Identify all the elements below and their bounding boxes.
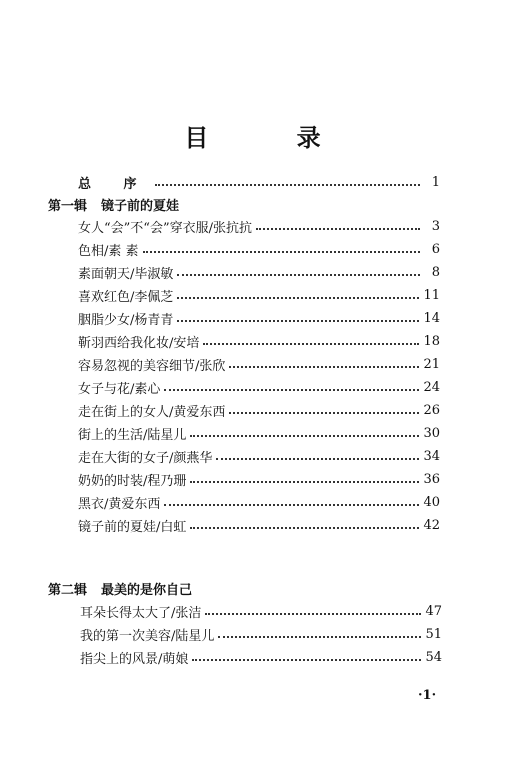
toc-entry-page: 42 (423, 517, 440, 533)
toc-entry-page: 1 (431, 174, 440, 190)
dot-leader (229, 366, 419, 368)
toc-entry-label: 胭脂少女/杨青青 (78, 312, 174, 328)
dot-leader (177, 274, 420, 276)
toc-entry-label: 镜子前的夏娃/白虹 (78, 519, 187, 535)
toc-entry[interactable] (78, 285, 440, 305)
toc-entry-label: 走在街上的女人/黄爱东西 (78, 404, 226, 420)
toc-entry[interactable] (78, 377, 440, 397)
page-title: 目 录 (184, 124, 361, 152)
toc-entry-label: 我的第一次美容/陆星儿 (80, 628, 215, 644)
toc-entry-page: 30 (423, 425, 440, 441)
toc-entry-preface[interactable] (78, 172, 440, 192)
toc-entry-label: 黑衣/黄爱东西 (78, 496, 161, 512)
toc-entry-label: 总 序 (78, 176, 151, 192)
toc-entry[interactable] (78, 262, 440, 282)
toc-entry-label: 街上的生活/陆星儿 (78, 427, 187, 443)
toc-entry-page: 18 (423, 333, 440, 349)
toc-entry-label: 女子与花/素心 (78, 381, 161, 397)
toc-entry[interactable] (78, 446, 440, 466)
dot-leader (216, 458, 419, 460)
toc-entry[interactable] (78, 515, 440, 535)
dot-leader (218, 636, 421, 638)
toc-entry-label: 女人“会”不“会”穿衣服/张抗抗 (78, 220, 252, 236)
page-number: ·1· (418, 688, 437, 703)
dot-leader (177, 297, 419, 299)
section-number: 第二辑 (48, 582, 88, 598)
toc-entry[interactable] (80, 647, 442, 667)
toc-entry-label: 奶奶的时装/程乃珊 (78, 473, 187, 489)
dot-leader (164, 389, 419, 391)
toc-entry[interactable] (78, 239, 440, 259)
dot-leader (256, 228, 420, 230)
dot-leader (190, 481, 419, 483)
toc-entry-page: 14 (423, 310, 440, 326)
dot-leader (203, 343, 419, 345)
toc-entry-page: 3 (431, 218, 440, 234)
toc-entry-label: 靳羽西给我化妆/安培 (78, 335, 200, 351)
section-number: 第一辑 (48, 198, 88, 214)
toc-entry-page: 6 (431, 241, 440, 257)
toc-entry[interactable] (78, 331, 440, 351)
toc-entry-label: 容易忽视的美容细节/张欣 (78, 358, 226, 374)
toc-entry-page: 21 (423, 356, 440, 372)
toc-entry-label: 素面朝天/毕淑敏 (78, 266, 174, 282)
toc-entry-page: 34 (423, 448, 440, 464)
toc-entry-page: 36 (423, 471, 440, 487)
toc-entry-label: 喜欢红色/李佩芝 (78, 289, 174, 305)
toc-entry-page: 51 (425, 626, 442, 642)
toc-entry-label: 耳朵长得太大了/张洁 (80, 605, 202, 621)
toc-entry-page: 40 (423, 494, 440, 510)
dot-leader (190, 435, 419, 437)
toc-entry[interactable] (78, 308, 440, 328)
toc-entry[interactable] (78, 469, 440, 489)
section-name: 最美的是你自己 (101, 582, 193, 598)
toc-entry[interactable] (78, 492, 440, 512)
toc-entry-page: 11 (423, 287, 440, 303)
dot-leader (190, 527, 419, 529)
dot-leader (177, 320, 419, 322)
toc-entry-page: 8 (431, 264, 440, 280)
dot-leader (143, 251, 420, 253)
dot-leader (164, 504, 419, 506)
toc-entry-page: 26 (423, 402, 440, 418)
toc-entry[interactable] (78, 216, 440, 236)
toc-entry-label: 走在大街的女子/颜燕华 (78, 450, 213, 466)
toc-entry-page: 24 (423, 379, 440, 395)
toc-entry[interactable] (78, 354, 440, 374)
toc-entry[interactable] (80, 624, 442, 644)
toc-entry-label: 色相/素 素 (78, 243, 139, 259)
dot-leader (155, 184, 420, 186)
toc-entry-label: 指尖上的风景/萌娘 (80, 651, 189, 667)
section-name: 镜子前的夏娃 (101, 198, 180, 214)
toc-entry[interactable] (78, 400, 440, 420)
toc-entry-page: 47 (425, 603, 442, 619)
dot-leader (229, 412, 419, 414)
toc-entry[interactable] (78, 423, 440, 443)
toc-entry-page: 54 (425, 649, 442, 665)
toc-entry[interactable] (80, 601, 442, 621)
section-heading-1 (48, 194, 179, 214)
dot-leader (205, 613, 421, 615)
dot-leader (192, 659, 421, 661)
section-heading-2 (48, 578, 192, 598)
